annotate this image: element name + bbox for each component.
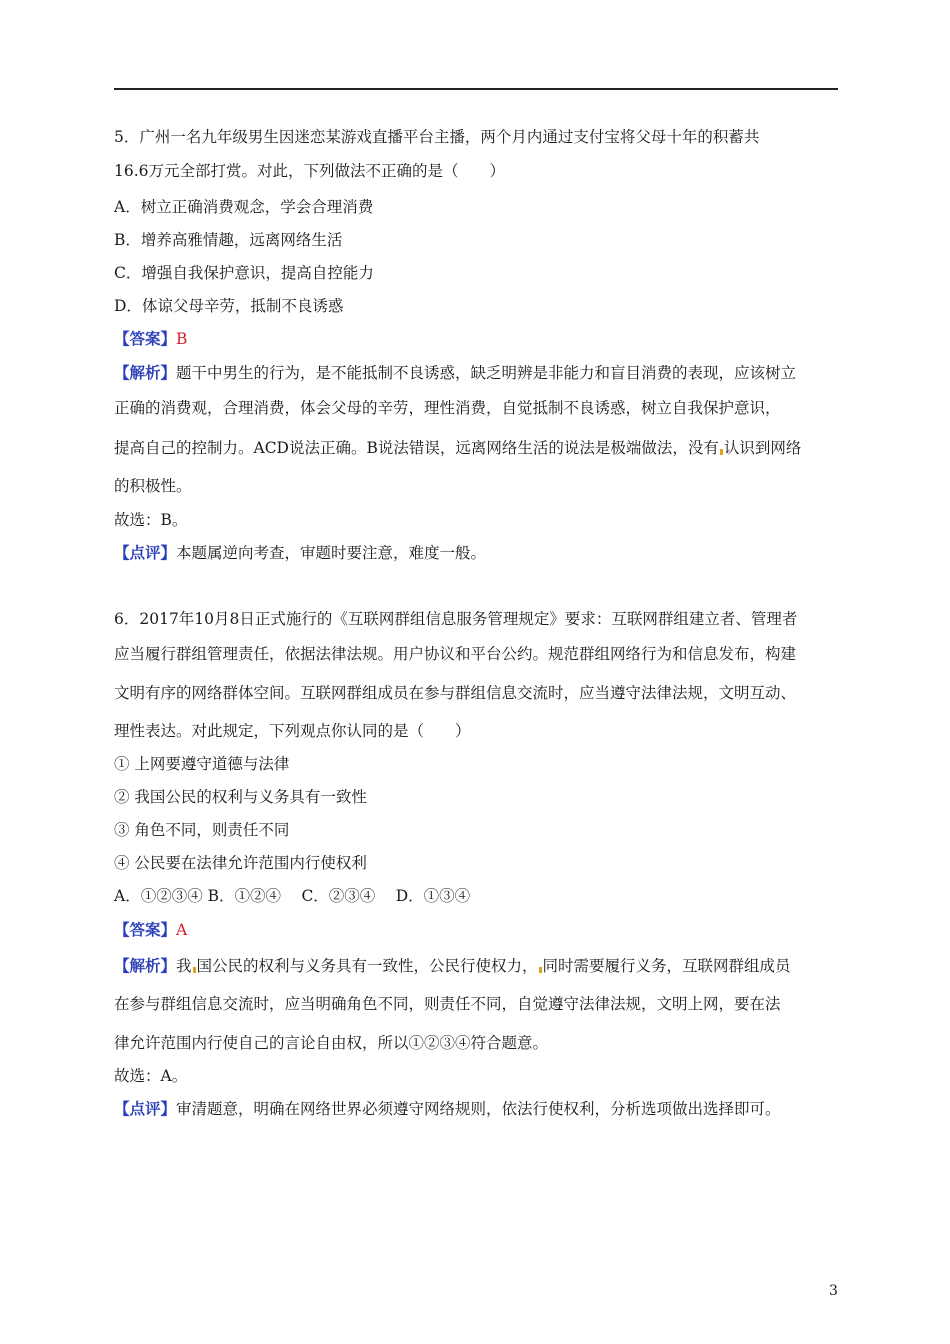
answer-tag: 【答案】 <box>114 920 177 939</box>
answer-value: B <box>176 330 188 348</box>
q6-answer <box>114 920 187 940</box>
q5-answer <box>114 329 187 349</box>
q5-analysis-line-1 <box>114 363 796 383</box>
q5-analysis-line-3 <box>114 438 801 458</box>
q6-stem-line-1: 6．2017年10月8日正式施行的《互联网群组信息服务管理规定》要求：互联网群组建立者、管理者 <box>114 610 798 628</box>
q6-analysis-line-3: 律允许范围内行使自己的言论自由权，所以①②③④符合题意。 <box>114 1034 549 1052</box>
analysis-tag: 【解析】 <box>114 956 177 975</box>
q5-option-b: B．增养高雅情趣，远离网络生活 <box>114 231 343 249</box>
q6-item-1: ① 上网要遵守道德与法律 <box>114 755 290 773</box>
comment-tag: 【点评】 <box>114 1099 177 1118</box>
answer-tag: 【答案】 <box>114 329 177 348</box>
page-number: 3 <box>829 1283 838 1299</box>
q5-comment <box>114 543 486 563</box>
header-rule <box>114 88 838 90</box>
edit-mark <box>720 449 723 455</box>
edit-mark <box>193 967 196 973</box>
q6-comment <box>114 1099 781 1119</box>
analysis-tag: 【解析】 <box>114 363 177 382</box>
comment-text: 审清题意，明确在网络世界必须遵守网络规则，依法行使权利，分析选项做出选择即可。 <box>176 1100 781 1118</box>
q6-analysis-line-1 <box>114 956 791 976</box>
analysis-text: 认识到网络 <box>723 439 802 457</box>
q5-option-a: A．树立正确消费观念，学会合理消费 <box>114 198 374 216</box>
q6-options: A．①②③④ B．①②④ C．②③④ D．①③④ <box>114 887 471 905</box>
q6-choose: 故选：A。 <box>114 1067 188 1085</box>
analysis-text: 同时需要履行义务，互联网群组成员 <box>542 957 791 975</box>
answer-value: A <box>176 921 188 939</box>
analysis-text: 题干中男生的行为，是不能抵制不良诱惑，缺乏明辨是非能力和盲目消费的表现，应该树立 <box>176 364 797 382</box>
analysis-text: 提高自己的控制力。ACD说法正确。B说法错误，远离网络生活的说法是极端做法，没有 <box>114 439 719 457</box>
q5-option-d: D．体谅父母辛劳，抵制不良诱惑 <box>114 297 344 315</box>
comment-text: 本题属逆向考查，审题时要注意，难度一般。 <box>176 544 487 562</box>
q5-analysis-line-4: 的积极性。 <box>114 477 192 495</box>
q5-stem-line-2: 16.6万元全部打赏。对此，下列做法不正确的是（ ） <box>114 162 506 180</box>
analysis-text: 我 <box>176 957 192 975</box>
q6-stem-line-3: 文明有序的网络群体空间。互联网群组成员在参与群组信息交流时，应当遵守法律法规，文明互动、 <box>114 684 797 702</box>
analysis-text: 国公民的权利与义务具有一致性，公民行使权力， <box>196 957 538 975</box>
q6-item-4: ④ 公民要在法律允许范围内行使权利 <box>114 854 367 872</box>
q5-choose: 故选：B。 <box>114 511 188 529</box>
q5-stem-line-1: 5．广州一名九年级男生因迷恋某游戏直播平台主播，两个月内通过支付宝将父母十年的积蓄共 <box>114 128 760 146</box>
q6-item-2: ② 我国公民的权利与义务具有一致性 <box>114 788 367 806</box>
q6-stem-line-2: 应当履行群组管理责任，依据法律法规。用户协议和平台公约。规范群组网络行为和信息发布，构建 <box>114 645 797 663</box>
comment-tag: 【点评】 <box>114 543 177 562</box>
q5-analysis-line-2: 正确的消费观，合理消费，体会父母的辛劳，理性消费，自觉抵制不良诱惑，树立自我保护意识， <box>114 399 781 417</box>
edit-mark <box>539 967 542 973</box>
q6-stem-line-4: 理性表达。对此规定，下列观点你认同的是（ ） <box>114 722 471 740</box>
q6-analysis-line-2: 在参与群组信息交流时，应当明确角色不同，则责任不同，自觉遵守法律法规，文明上网，要在法 <box>114 995 781 1013</box>
q5-option-c: C．增强自我保护意识，提高自控能力 <box>114 264 374 282</box>
q6-item-3: ③ 角色不同，则责任不同 <box>114 821 290 839</box>
